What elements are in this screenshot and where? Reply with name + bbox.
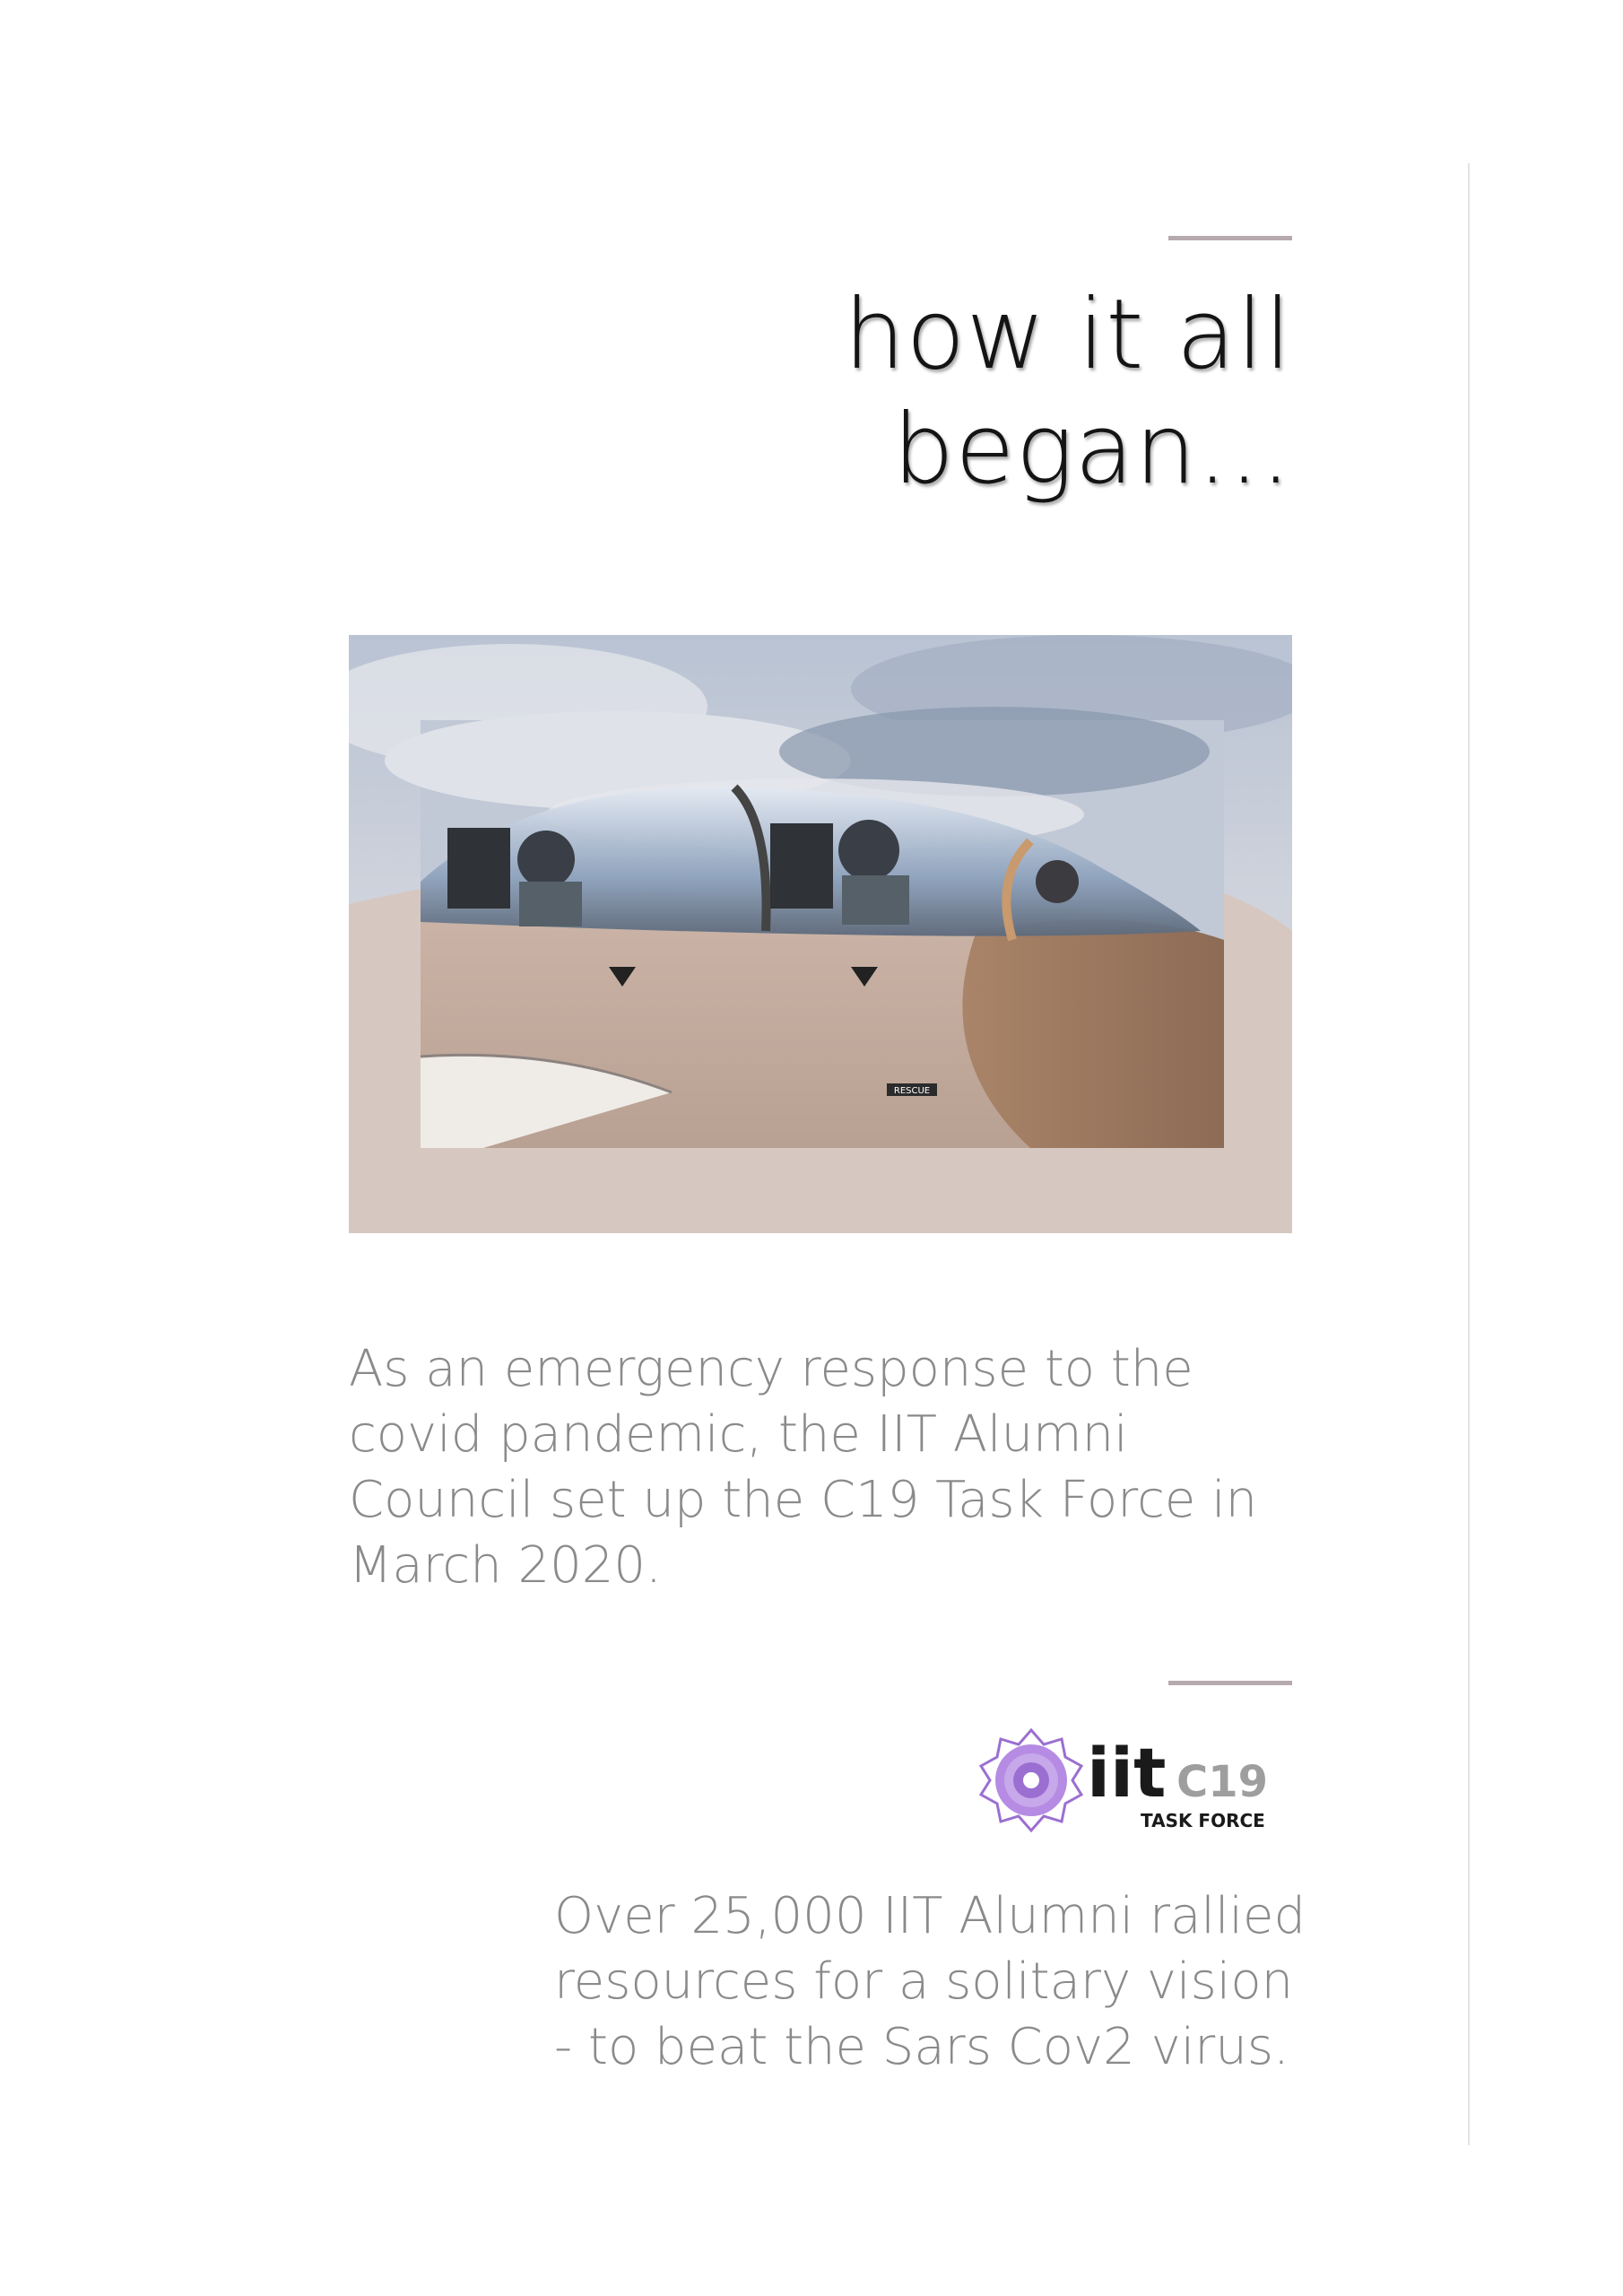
mandala-icon: [981, 1730, 1081, 1831]
intro-paragraph: As an emergency response to the covid pandemic, the IIT Alumni Council set up the C19 Task Force in March 2020.: [349, 1340, 1258, 1595]
logo-wordmark: iit: [1087, 1733, 1167, 1813]
alumni-paragraph: Over 25,000 IIT Alumni rallied resources for a solitary vision - to beat the Sars Cov2 virus.: [554, 1887, 1306, 2076]
logo-tagline: TASK FORCE: [1141, 1810, 1265, 1831]
rescue-label: RESCUE: [893, 1086, 931, 1096]
fighter-jet-cockpit-photo: [349, 635, 1292, 1233]
title-line-1: how it all: [843, 279, 1292, 391]
page-title: [844, 278, 1292, 508]
vertical-divider: [1468, 163, 1470, 2145]
logo-suffix: C19: [1176, 1757, 1269, 1807]
accent-bar-top: [1168, 236, 1292, 240]
iit-c19-task-force-logo: [977, 1726, 1291, 1843]
title-line-2: began...: [892, 394, 1292, 506]
accent-bar-middle: [1168, 1681, 1292, 1685]
